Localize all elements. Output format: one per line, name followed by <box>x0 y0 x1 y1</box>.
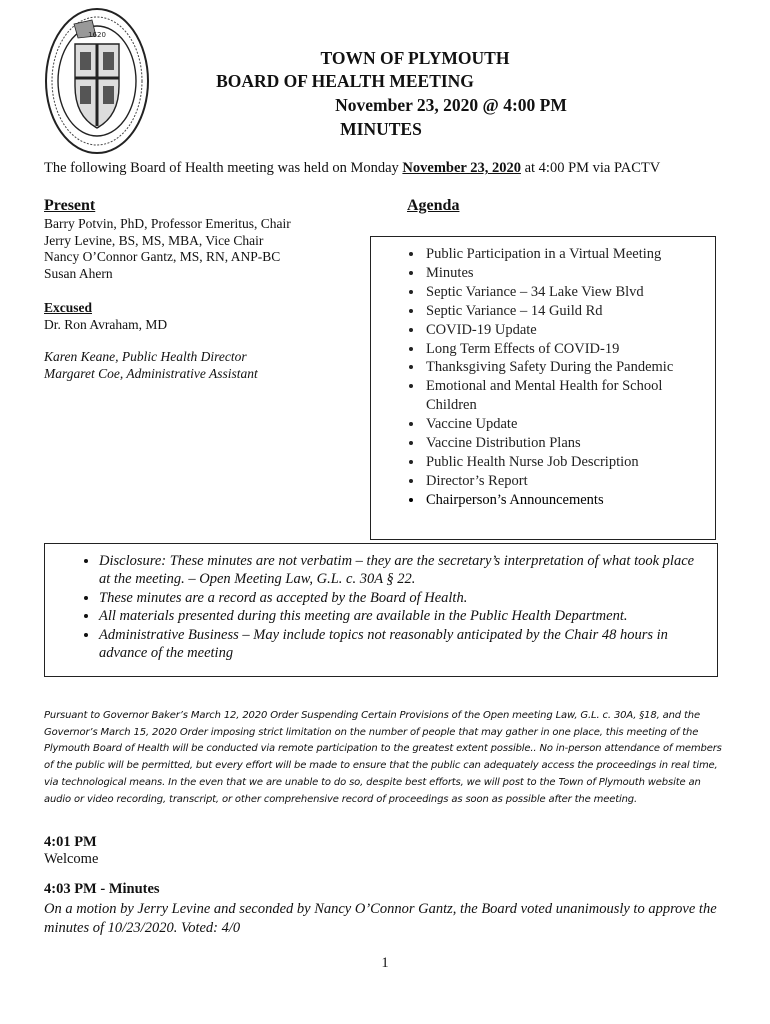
agenda-list <box>371 245 715 510</box>
disclosure-box <box>44 543 718 677</box>
header-minutes: MINUTES <box>340 119 422 139</box>
seal-year: 1620 <box>88 31 106 39</box>
agenda-item: • Long Term Effects of COVID-19 <box>424 340 715 359</box>
staff-list <box>44 349 258 382</box>
agenda-item: • Vaccine Distribution Plans <box>424 434 715 453</box>
agenda-heading: Agenda <box>407 197 460 214</box>
header-date: November 23, 2020 @ 4:00 PM <box>335 95 567 115</box>
agenda-item: • Public Participation in a Virtual Meeting <box>424 245 715 264</box>
present-list <box>44 216 291 282</box>
disclosure-item: • All materials presented during this meeting are available in the Public Health Department. <box>99 607 717 625</box>
agenda-item: • Thanksgiving Safety During the Pandemic <box>424 358 715 377</box>
excused-member: Dr. Ron Avraham, MD <box>44 317 168 332</box>
present-member: Barry Potvin, PhD, Professor Emeritus, Chair <box>44 216 291 231</box>
staff-member: Margaret Coe, Administrative Assistant <box>44 365 258 381</box>
disclosure-item: • Disclosure: These minutes are not verbatim – they are the secretary’s interpretation of what took place at the meeting. – Open Meeting Law, G.L. c. 30A § 22. <box>99 552 717 589</box>
agenda-item: • Director’s Report <box>424 472 715 491</box>
agenda-item: • Septic Variance – 14 Guild Rd <box>424 302 715 321</box>
entry-text: On a motion by Jerry Levine and seconded by Nancy O’Connor Gantz, the Board voted unanimously to approve the minutes of 10/23/2020. Voted: 4/0 <box>44 901 717 936</box>
agenda-item: • COVID-19 Update <box>424 321 715 340</box>
header-town: TOWN OF PLYMOUTH <box>320 48 510 68</box>
agenda-box <box>370 236 716 540</box>
header-board: BOARD OF HEALTH MEETING <box>216 71 474 91</box>
agenda-item: • Emotional and Mental Health for School Children <box>424 377 715 415</box>
intro-prefix: The following Board of Health meeting was held on Monday <box>44 160 403 176</box>
present-member: Susan Ahern <box>44 265 113 281</box>
excused-heading: Excused <box>44 300 93 315</box>
present-member: Jerry Levine, BS, MS, MBA, Vice Chair <box>44 232 264 248</box>
staff-member: Karen Keane, Public Health Director <box>44 349 247 364</box>
disclosure-item: • Administrative Business – May include topics not reasonably anticipated by the Chair 48 hours in advance of the meeting <box>99 626 717 663</box>
intro-date: November 23, 2020 <box>402 160 521 176</box>
agenda-item: • Chairperson’s Announcements <box>424 491 715 510</box>
agenda-item: • Public Health Nurse Job Description <box>424 453 715 472</box>
intro-suffix: at 4:00 PM via PACTV <box>520 160 661 176</box>
entry-time: 4:01 PM <box>44 834 97 850</box>
pursuant-paragraph: Pursuant to Governor Baker’s March 12, 2020 Order Suspending Certain Provisions of the Open meeting Law, G.L. c. 30A, §18, and the Governor’s March 15, 2020 Order imposing strict limitation on the number of people that may gather in one place, this meeting of the Plymouth Board of Health will be conducted via remote participation to the greatest extent possible.. No in-person attendance of members of the public will be permitted, but every effort will be made to ensure that the public can adequately access the proceedings in real time, via technological means. In the even that we are unable to do so, despite best efforts, we will post to the Town of Plymouth website an audio or video recording, transcript, or other comprehensive record of proceedings as soon as possible after the meeting. <box>44 710 722 805</box>
disclosure-item: • These minutes are a record as accepted by the Board of Health. <box>99 589 717 607</box>
entry-time: 4:03 PM - Minutes <box>44 881 160 897</box>
agenda-item: • Septic Variance – 34 Lake View Blvd <box>424 283 715 302</box>
agenda-item: • Minutes <box>424 264 715 283</box>
disclosure-list <box>45 552 717 662</box>
entry-text: Welcome <box>44 851 99 867</box>
present-heading: Present <box>44 197 96 214</box>
page-number: 1 <box>381 955 389 971</box>
intro-line <box>44 160 660 177</box>
agenda-item: • Vaccine Update <box>424 415 715 434</box>
present-member: Nancy O’Connor Gantz, MS, RN, ANP-BC <box>44 249 281 264</box>
